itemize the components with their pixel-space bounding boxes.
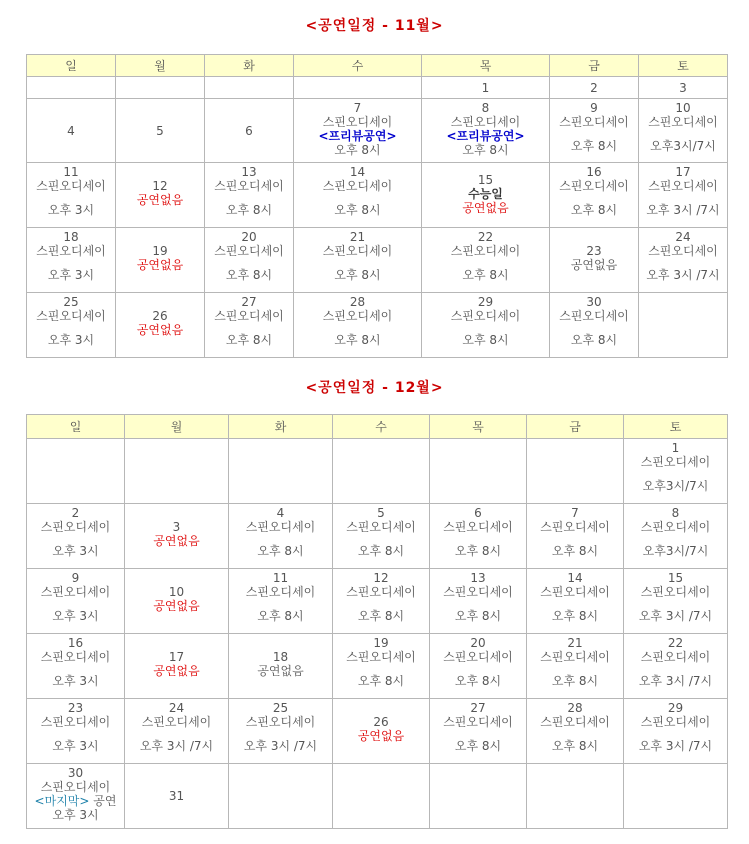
empty-cell [294, 77, 422, 99]
show-time: 오후 8시 [462, 333, 509, 347]
week-row [27, 504, 728, 569]
empty-cell [229, 764, 333, 829]
last-tag-suffix: 공연 [89, 794, 117, 808]
show-name: 스핀오디세이 [214, 244, 284, 258]
header-sat: 토 [639, 55, 728, 77]
show-name: 스핀오디세이 [346, 585, 416, 599]
day-number: 24 [675, 230, 691, 244]
show-name: 스핀오디세이 [559, 309, 629, 323]
empty-cell [229, 439, 333, 504]
day-cell [639, 77, 728, 99]
day-number: 1 [671, 441, 680, 455]
day-cell [229, 504, 333, 569]
show-name: 스핀오디세이 [40, 715, 111, 729]
show-name: 스핀오디세이 [322, 244, 393, 258]
week-row [27, 163, 728, 228]
show-time: 오후 3시 [52, 609, 99, 623]
day-number: 19 [373, 636, 389, 650]
day-number: 7 [353, 101, 362, 115]
day-cell [116, 228, 205, 293]
day-cell [430, 569, 527, 634]
no-show-note: 공연없음 [136, 323, 184, 337]
no-show-note: 공연없음 [357, 729, 405, 743]
day-number: 10 [168, 585, 185, 599]
day-number: 7 [571, 506, 579, 520]
show-name: 스핀오디세이 [346, 520, 416, 534]
day-cell [27, 228, 116, 293]
show-name: 스핀오디세이 [640, 715, 711, 729]
show-name: 스핀오디세이 [648, 179, 718, 193]
show-name: 스핀오디세이 [450, 244, 521, 258]
day-cell [430, 699, 527, 764]
day-number: 5 [156, 123, 164, 138]
day-number: 18 [272, 650, 289, 664]
empty-cell [333, 764, 430, 829]
header-mon: 월 [125, 415, 229, 439]
day-cell [116, 163, 205, 228]
day-number: 25 [63, 295, 79, 309]
week-row [27, 99, 728, 163]
day-number: 15 [667, 571, 684, 585]
day-cell [27, 163, 116, 228]
day-number: 20 [241, 230, 257, 244]
week-row [27, 228, 728, 293]
show-time: 오후 3시 [52, 544, 99, 558]
show-name: 스핀오디세이 [640, 520, 711, 534]
event-label: 수능일 [468, 187, 503, 201]
day-cell [333, 699, 430, 764]
last-show-line [27, 794, 124, 808]
day-cell [294, 228, 422, 293]
show-time: 오후 3시 /7시 [243, 739, 318, 753]
no-show-note: 공연없음 [153, 534, 200, 548]
show-name: 스핀오디세이 [443, 585, 513, 599]
day-cell [624, 634, 728, 699]
show-time: 오후 8시 [551, 674, 599, 688]
day-number: 14 [567, 571, 583, 585]
week-row [27, 439, 728, 504]
header-wed: 수 [333, 415, 430, 439]
show-name: 스핀오디세이 [40, 520, 111, 534]
day-cell [430, 634, 527, 699]
show-name: 스핀오디세이 [648, 115, 718, 129]
day-number: 6 [474, 506, 482, 520]
show-time: 오후 8시 [334, 268, 381, 282]
empty-cell [430, 764, 527, 829]
week-row [27, 77, 728, 99]
day-number: 1 [481, 80, 490, 95]
show-name: 스핀오디세이 [322, 309, 393, 323]
day-number: 22 [477, 230, 494, 244]
day-cell [527, 569, 624, 634]
day-number: 28 [349, 295, 366, 309]
empty-cell [116, 77, 205, 99]
day-number: 8 [481, 101, 490, 115]
no-show-note: 공연없음 [136, 258, 184, 272]
day-cell [639, 228, 728, 293]
empty-cell [125, 439, 229, 504]
show-time: 오후 3시 /7시 [638, 739, 713, 753]
day-cell [527, 504, 624, 569]
day-cell [125, 634, 229, 699]
day-cell [125, 504, 229, 569]
day-cell [333, 569, 430, 634]
show-time: 오후 8시 [454, 544, 502, 558]
day-number: 17 [168, 650, 185, 664]
day-number: 4 [276, 506, 285, 520]
day-cell [27, 569, 125, 634]
show-name: 스핀오디세이 [559, 115, 629, 129]
show-name: 스핀오디세이 [245, 715, 316, 729]
day-cell [205, 228, 294, 293]
day-cell [294, 293, 422, 358]
empty-cell [27, 439, 125, 504]
week-row [27, 764, 728, 829]
no-show-note: 공연없음 [462, 201, 509, 215]
day-number: 6 [245, 123, 253, 138]
day-cell [229, 634, 333, 699]
show-name: 스핀오디세이 [245, 520, 316, 534]
november-title: <공연일정 - 11월> [305, 18, 444, 34]
day-cell [116, 293, 205, 358]
day-cell [116, 99, 205, 163]
show-time: 오후 8시 [462, 268, 509, 282]
day-number: 22 [667, 636, 684, 650]
empty-cell [205, 77, 294, 99]
day-number: 8 [671, 506, 680, 520]
show-time: 오후 8시 [454, 739, 502, 753]
week-row [27, 699, 728, 764]
show-time: 오후 3시 [47, 333, 95, 347]
show-name: 스핀오디세이 [36, 179, 106, 193]
show-time: 오후 8시 [357, 609, 405, 623]
show-time: 오후 8시 [462, 143, 509, 157]
show-time: 오후 3시 /7시 [638, 609, 713, 623]
show-time: 오후 3시 /7시 [638, 674, 713, 688]
preview-tag: <프리뷰공연> [318, 129, 397, 143]
day-cell [624, 504, 728, 569]
header-fri: 금 [550, 55, 639, 77]
day-cell [229, 699, 333, 764]
day-number: 24 [168, 701, 185, 715]
show-name: 스핀오디세이 [640, 585, 711, 599]
day-number: 10 [675, 101, 691, 115]
empty-cell [527, 439, 624, 504]
day-number: 28 [567, 701, 583, 715]
header-mon: 월 [116, 55, 205, 77]
show-name: 스핀오디세이 [322, 179, 393, 193]
day-number: 26 [373, 715, 389, 729]
day-cell [205, 163, 294, 228]
day-number: 21 [567, 636, 583, 650]
no-show-note: 공연없음 [153, 599, 200, 613]
show-name: 스핀오디세이 [443, 650, 513, 664]
day-cell [422, 293, 550, 358]
show-name: 스핀오디세이 [141, 715, 212, 729]
empty-cell [333, 439, 430, 504]
day-cell [229, 569, 333, 634]
december-calendar [26, 414, 728, 829]
show-time: 오후 8시 [334, 203, 381, 217]
day-cell [125, 569, 229, 634]
day-number: 13 [470, 571, 486, 585]
show-time: 오후 3시 /7시 [139, 739, 214, 753]
show-time: 오후 8시 [551, 739, 599, 753]
day-number: 4 [67, 123, 75, 138]
day-cell [205, 99, 294, 163]
show-name: 스핀오디세이 [443, 520, 513, 534]
week-row [27, 293, 728, 358]
day-cell [27, 504, 125, 569]
day-number: 12 [152, 179, 168, 193]
show-time: 오후 8시 [570, 333, 618, 347]
day-number: 16 [586, 165, 602, 179]
day-cell [527, 699, 624, 764]
day-cell [624, 569, 728, 634]
day-number: 5 [377, 506, 385, 520]
show-time: 오후 8시 [454, 609, 502, 623]
show-time: 오후 8시 [225, 333, 273, 347]
day-number: 2 [71, 506, 80, 520]
header-thu: 목 [430, 415, 527, 439]
show-name: 스핀오디세이 [450, 309, 521, 323]
show-name: 스핀오디세이 [40, 650, 111, 664]
day-cell [27, 764, 125, 829]
day-number: 18 [63, 230, 79, 244]
show-time: 오후 8시 [257, 609, 304, 623]
show-time: 오후 8시 [570, 203, 618, 217]
day-number: 9 [590, 101, 598, 115]
show-time: 오후 3시 [52, 674, 99, 688]
show-name: 스핀오디세이 [36, 309, 106, 323]
show-name: 스핀오디세이 [245, 585, 316, 599]
day-number: 25 [272, 701, 289, 715]
day-cell [27, 293, 116, 358]
header-sat: 토 [624, 415, 728, 439]
day-cell [422, 77, 550, 99]
show-time: 오후 8시 [551, 544, 599, 558]
day-number: 3 [679, 80, 687, 95]
show-time: 오후 8시 [334, 143, 381, 157]
show-time: 오후 8시 [551, 609, 599, 623]
show-time: 오후 3시 [52, 739, 99, 753]
show-name: 스핀오디세이 [540, 650, 610, 664]
day-cell [639, 163, 728, 228]
day-number: 14 [349, 165, 366, 179]
day-cell [125, 764, 229, 829]
day-cell [550, 99, 639, 163]
day-cell [125, 699, 229, 764]
preview-tag: <프리뷰공연> [446, 129, 525, 143]
day-cell [550, 163, 639, 228]
header-sun: 일 [27, 55, 116, 77]
show-name: 스핀오디세이 [36, 244, 106, 258]
no-show-note: 공연없음 [257, 664, 304, 678]
show-name: 스핀오디세이 [648, 244, 718, 258]
day-cell [550, 293, 639, 358]
empty-cell [639, 293, 728, 358]
day-cell [27, 634, 125, 699]
show-time: 오후 3시 /7시 [646, 268, 720, 282]
show-name: 스핀오디세이 [450, 115, 521, 129]
day-number: 29 [477, 295, 494, 309]
day-cell [422, 99, 550, 163]
day-cell [550, 228, 639, 293]
day-number: 26 [152, 309, 168, 323]
show-name: 스핀오디세이 [322, 115, 393, 129]
day-cell [527, 634, 624, 699]
show-name: 스핀오디세이 [443, 715, 513, 729]
december-title: <공연일정 - 12월> [305, 380, 444, 396]
day-number: 29 [667, 701, 684, 715]
day-cell [422, 228, 550, 293]
day-cell [205, 293, 294, 358]
day-cell [27, 699, 125, 764]
weekday-header-row [27, 415, 728, 439]
show-time: 오후 3시 /7시 [646, 203, 720, 217]
header-sun: 일 [27, 415, 125, 439]
show-time: 오후 8시 [225, 268, 273, 282]
show-time: 오후 8시 [454, 674, 502, 688]
day-number: 30 [586, 295, 602, 309]
show-name: 스핀오디세이 [40, 585, 111, 599]
last-tag: <마지막> [34, 794, 90, 808]
show-time: 오후 8시 [357, 674, 405, 688]
no-show-note: 공연없음 [570, 258, 618, 272]
show-time: 오후 3시 [47, 203, 95, 217]
day-number: 23 [67, 701, 84, 715]
day-number: 2 [590, 80, 598, 95]
header-wed: 수 [294, 55, 422, 77]
day-number: 16 [67, 636, 84, 650]
show-time: 오후 8시 [334, 333, 381, 347]
show-name: 스핀오디세이 [214, 309, 284, 323]
header-fri: 금 [527, 415, 624, 439]
show-time: 오후 3시 [52, 808, 99, 822]
header-thu: 목 [422, 55, 550, 77]
november-calendar [26, 54, 728, 358]
day-cell [294, 163, 422, 228]
day-number: 27 [241, 295, 257, 309]
day-number: 11 [63, 165, 79, 179]
show-name: 스핀오디세이 [40, 780, 111, 794]
day-number: 11 [272, 571, 289, 585]
show-name: 스핀오디세이 [540, 520, 610, 534]
day-number: 30 [67, 766, 84, 780]
day-cell [422, 163, 550, 228]
day-number: 31 [168, 789, 185, 803]
header-tue: 화 [205, 55, 294, 77]
day-number: 12 [373, 571, 389, 585]
week-row [27, 569, 728, 634]
empty-cell [624, 764, 728, 829]
show-name: 스핀오디세이 [346, 650, 416, 664]
day-number: 23 [586, 244, 602, 258]
show-time: 오후 8시 [257, 544, 304, 558]
day-cell [333, 504, 430, 569]
show-name: 스핀오디세이 [540, 715, 610, 729]
day-cell [639, 99, 728, 163]
day-number: 15 [477, 173, 494, 187]
week-row [27, 634, 728, 699]
empty-cell [430, 439, 527, 504]
header-tue: 화 [229, 415, 333, 439]
day-number: 19 [152, 244, 168, 258]
show-name: 스핀오디세이 [214, 179, 284, 193]
day-number: 9 [71, 571, 80, 585]
show-name: 스핀오디세이 [540, 585, 610, 599]
show-time: 오후3시/7시 [642, 479, 709, 493]
no-show-note: 공연없음 [136, 193, 184, 207]
show-name: 스핀오디세이 [640, 455, 711, 469]
empty-cell [527, 764, 624, 829]
show-time: 오후 8시 [570, 139, 618, 153]
day-number: 13 [241, 165, 257, 179]
day-number: 3 [172, 520, 181, 534]
day-number: 27 [470, 701, 486, 715]
day-number: 20 [470, 636, 486, 650]
show-time: 오후3시/7시 [650, 139, 716, 153]
show-time: 오후 8시 [357, 544, 405, 558]
day-number: 17 [675, 165, 691, 179]
show-name: 스핀오디세이 [559, 179, 629, 193]
day-number: 21 [349, 230, 366, 244]
show-time: 오후 8시 [225, 203, 273, 217]
show-name: 스핀오디세이 [640, 650, 711, 664]
day-cell [624, 699, 728, 764]
day-cell [430, 504, 527, 569]
weekday-header-row [27, 55, 728, 77]
day-cell [294, 99, 422, 163]
show-time: 오후 3시 [47, 268, 95, 282]
day-cell [550, 77, 639, 99]
day-cell [624, 439, 728, 504]
day-cell [27, 99, 116, 163]
empty-cell [27, 77, 116, 99]
day-cell [333, 634, 430, 699]
no-show-note: 공연없음 [153, 664, 200, 678]
show-time: 오후3시/7시 [642, 544, 709, 558]
